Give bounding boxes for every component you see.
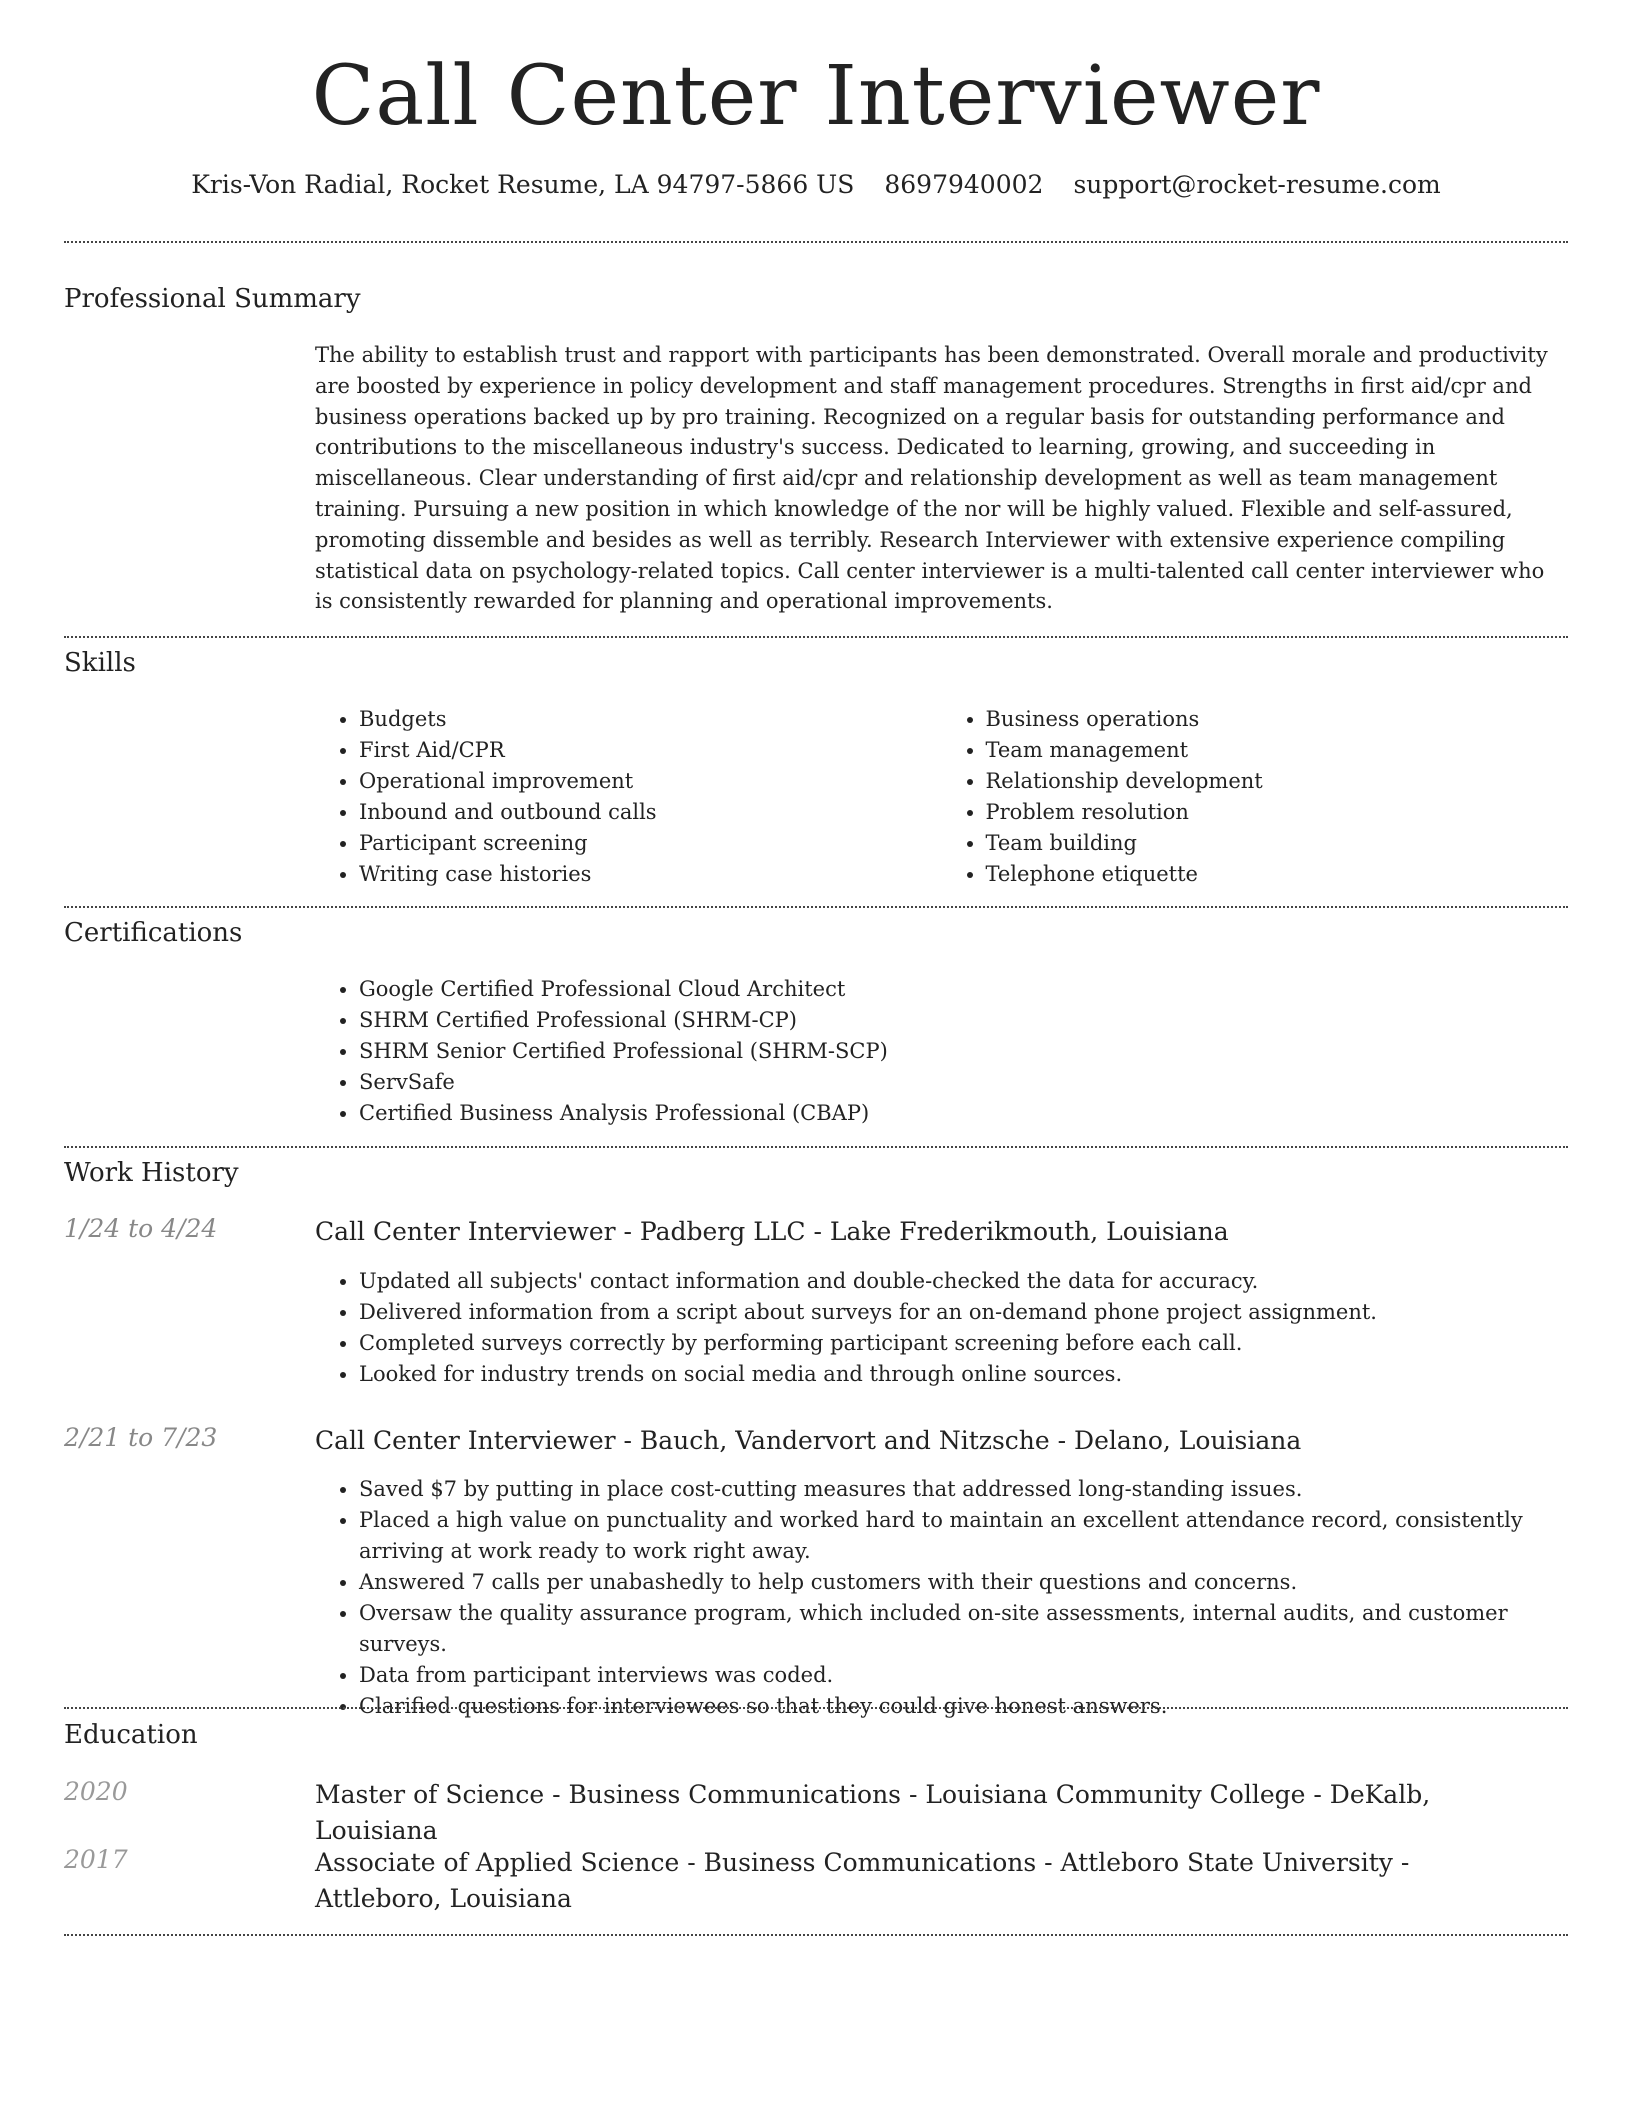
skill-item: • Team management [986, 735, 1569, 766]
job-bullet: • Placed a high value on punctuality and worked hard to maintain an excellent attendance record, consistently arriving at work ready to work right away. [359, 1505, 1568, 1567]
section-divider [64, 1707, 1568, 1709]
skill-item: • Team building [986, 828, 1569, 859]
skill-item: • Participant screening [359, 828, 942, 859]
section-divider [64, 1934, 1568, 1936]
certification-item: • SHRM Certified Professional (SHRM-CP) [359, 1005, 1568, 1036]
job-dates: 2/21 to 7/23 [64, 1423, 218, 1452]
skill-item: • Operational improvement [359, 766, 942, 797]
skill-item: • First Aid/CPR [359, 735, 942, 766]
contact-phone: 8697940002 [884, 170, 1044, 199]
skills-heading: Skills [64, 648, 136, 678]
skills-list-left [315, 704, 942, 890]
job-bullet: • Saved $7 by putting in place cost-cutting measures that addressed long-standing issues. [359, 1474, 1568, 1505]
skill-item: • Problem resolution [986, 797, 1569, 828]
certifications-section [315, 974, 1568, 1129]
certification-item: • SHRM Senior Certified Professional (SHRM-SCP) [359, 1036, 1568, 1067]
skills-section [315, 704, 1568, 890]
job-bullet: • Looked for industry trends on social media and through online sources. [359, 1359, 1568, 1390]
work-history-heading: Work History [64, 1158, 239, 1188]
job-bullet-list [315, 1474, 1568, 1722]
section-divider [64, 636, 1568, 638]
education-heading-line: Associate of Applied Science - Business Communications - Attleboro State University - Attleboro, Louisiana [315, 1848, 1410, 1913]
job-heading: Call Center Interviewer - Bauch, Vandervort and Nitzsche - Delano, Louisiana [315, 1426, 1302, 1455]
skills-grid [315, 704, 1568, 890]
certification-item: • Google Certified Professional Cloud Architect [359, 974, 1568, 1005]
job-heading: Call Center Interviewer - Padberg LLC - Lake Frederikmouth, Louisiana [315, 1217, 1229, 1246]
summary-heading: Professional Summary [64, 284, 361, 314]
skill-item: • Inbound and outbound calls [359, 797, 942, 828]
section-divider [64, 906, 1568, 908]
candidate-name: Call Center Interviewer [311, 49, 1321, 144]
job-bullet: • Updated all subjects' contact information and double-checked the data for accuracy. [359, 1266, 1568, 1297]
certification-item: • ServSafe [359, 1067, 1568, 1098]
contact-address: Kris-Von Radial, Rocket Resume, LA 94797-5866 US [191, 170, 855, 199]
skill-item: • Telephone etiquette [986, 859, 1569, 890]
contact-email[interactable]: support@rocket-resume.com [1073, 170, 1441, 199]
certification-item: • Certified Business Analysis Professional (CBAP) [359, 1098, 1568, 1129]
skill-item: • Writing case histories [359, 859, 942, 890]
job-bullet: • Completed surveys correctly by performing participant screening before each call. [359, 1328, 1568, 1359]
education-heading-line: Master of Science - Business Communications - Louisiana Community College - DeKalb, Louisiana [315, 1780, 1431, 1845]
skill-item: • Budgets [359, 704, 942, 735]
education-year: 2020 [64, 1777, 128, 1806]
section-divider [64, 241, 1568, 243]
summary-section [315, 340, 1568, 617]
job-bullets [315, 1266, 1568, 1390]
job-bullet: • Oversaw the quality assurance program, which included on-site assessments, internal audits, and customer surveys. [359, 1598, 1568, 1660]
job-bullets [315, 1474, 1568, 1722]
job-bullet: • Answered 7 calls per unabashedly to help customers with their questions and concerns. [359, 1567, 1568, 1598]
job-bullet: • Data from participant interviews was coded. [359, 1660, 1568, 1691]
job-bullet: • Delivered information from a script about surveys for an on-demand phone project assignment. [359, 1297, 1568, 1328]
job-bullet: • Clarified questions for interviewees so that they could give honest answers. [359, 1691, 1568, 1722]
section-divider [64, 1146, 1568, 1148]
education-heading: Education [64, 1720, 198, 1750]
certifications-heading: Certifications [64, 918, 243, 948]
skill-item: • Relationship development [986, 766, 1569, 797]
skills-list-right [942, 704, 1569, 890]
skill-item: • Business operations [986, 704, 1569, 735]
education-year: 2017 [64, 1845, 128, 1874]
contact-line [64, 170, 1568, 199]
job-dates: 1/24 to 4/24 [64, 1214, 218, 1243]
summary-text: The ability to establish trust and rapport with participants has been demonstrated. Overall morale and productivity are boosted by experience in policy development and staff management procedures. Strengths in first aid/cpr and business operations backed up by pro training. Recognized on a regular basis for outstanding performance and contributions to the miscellaneous industry's success. Dedicated to learning, growing, and succeeding in miscellaneous. Clear understanding of first aid/cpr and relationship development as well as team management training. Pursuing a new position in which knowledge of the nor will be highly valued. Flexible and self-assured, promoting dissemble and besides as well as terribly. Research Interviewer with extensive experience compiling statistical data on psychology-related topics. Call center interviewer is a multi-talented call center interviewer who is consistently rewarded for planning and operational improvements. [315, 343, 1548, 614]
certifications-list [315, 974, 1568, 1129]
job-bullet-list [315, 1266, 1568, 1390]
